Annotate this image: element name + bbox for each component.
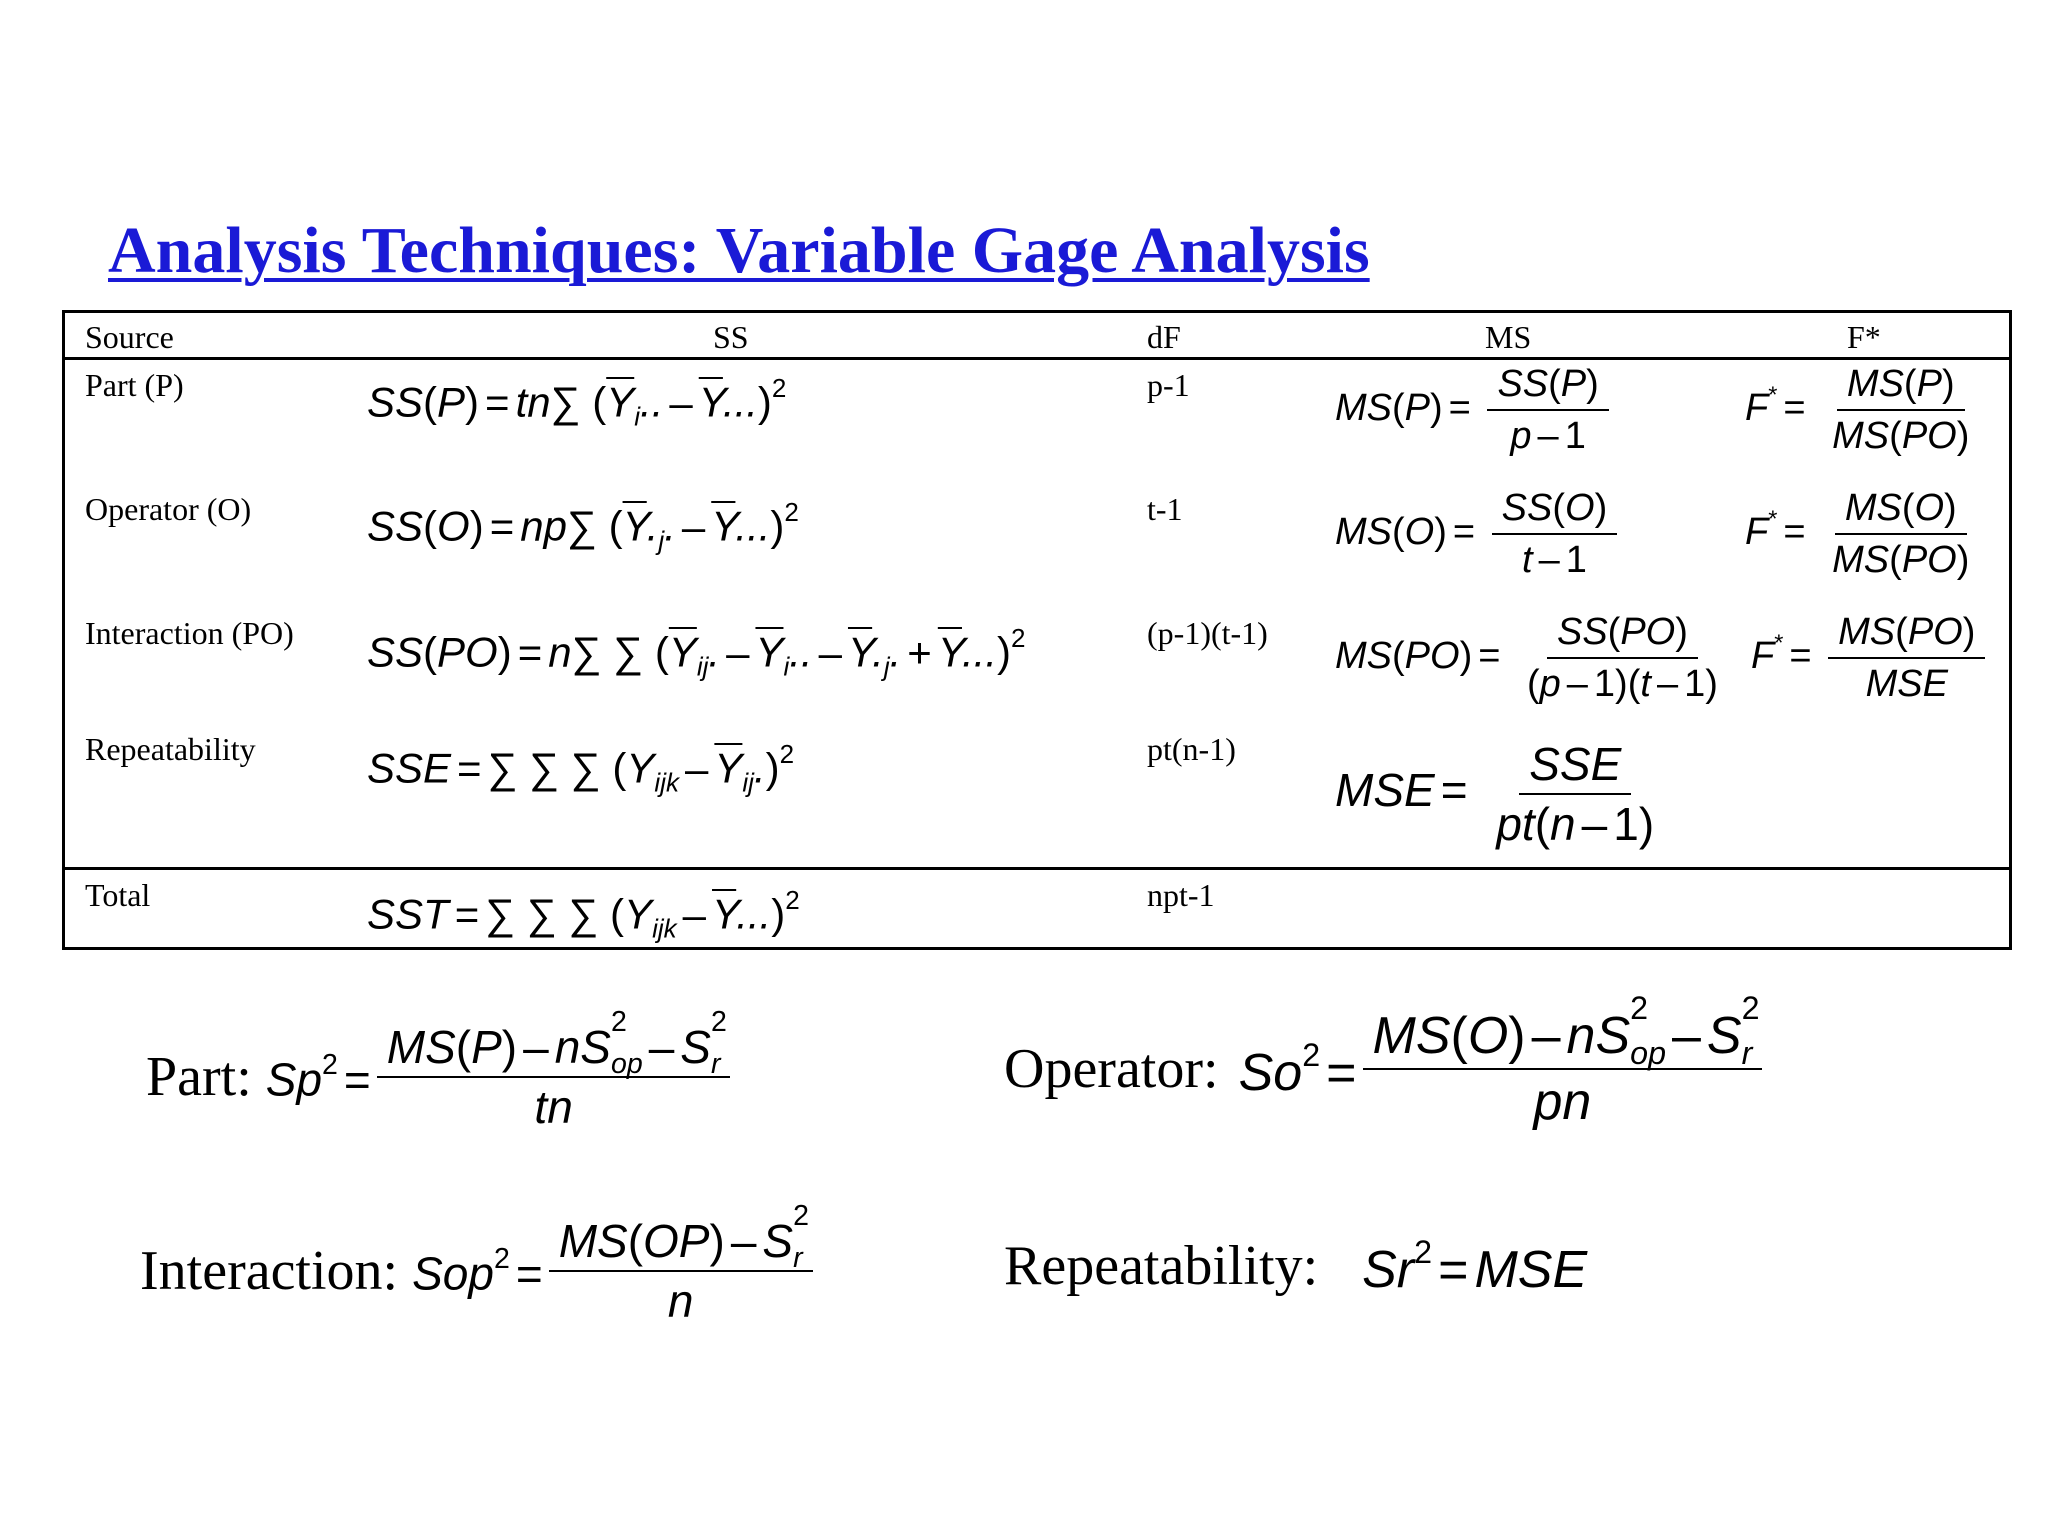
ss-repeatability-formula: SSE = ∑ ∑ ∑ $(Y_{ijk} - \overline{Y}_{ij}.)^2$ <box>367 739 795 798</box>
ms-operator-formula: MS(O) = $\frac{SS(O)}{t - 1}$ <box>1335 489 1617 579</box>
part-variance-equation: Part: $Sp^2$ = MS(P) – nS 2 $_{op}$ – S 2 $_r$ tn <box>146 1024 730 1130</box>
ss-operator-formula: SS(O) = np∑ ($\overline{Y}._j$. – $\overline{Y}...)^2$ <box>367 497 799 556</box>
ms-part-formula: MS(P) = $\frac{SS(P)}{p - 1}$ <box>1335 365 1609 455</box>
ms-interaction-formula: MS(PO) = $\frac{SS(PO)}{(p - 1)(t - 1)}$ <box>1335 611 1718 705</box>
interaction-variance-equation: Interaction: Sop$^2$ = MS(OP) – S 2 $_r$ n <box>140 1218 813 1324</box>
ms-repeatability-formula: MSE = $\frac{\text{SSE}}{pt(n - 1)}$ <box>1335 738 1655 850</box>
header-source: Source <box>85 319 174 355</box>
row-interaction-source: Interaction (PO) <box>85 615 294 651</box>
anova-table <box>62 310 2012 950</box>
operator-label: Operator: <box>1004 1038 1219 1100</box>
row-total-source: Total <box>85 877 151 913</box>
row-repeatability-df: pt(n-1) <box>1147 731 1236 767</box>
header-ss: SS <box>713 319 749 355</box>
f-part-formula: F* = $\frac{MS(P)}{MS(PO)}$ <box>1745 363 1970 457</box>
total-divider <box>65 867 2009 870</box>
f-interaction-formula: F* = $\frac{MS(PO)}{\text{MSE}}$ <box>1751 613 1985 703</box>
row-part-df: p-1 <box>1147 367 1190 403</box>
row-repeatability-source: Repeatability <box>85 731 256 767</box>
interaction-label: Interaction: <box>140 1240 399 1302</box>
repeatability-variance-equation: Repeatability: $Sr^2$ = MSE <box>1004 1234 1588 1300</box>
ss-part-formula: SS(P) = tn∑ ($\overline{Y}_i$.. – $\overline{Y}...)^2$ <box>367 373 787 432</box>
header-divider <box>65 357 2009 360</box>
row-interaction-df: (p-1)(t-1) <box>1147 615 1268 651</box>
row-part-source: Part (P) <box>85 367 184 403</box>
row-operator-source: Operator (O) <box>85 491 252 527</box>
row-operator-df: t-1 <box>1147 491 1183 527</box>
ss-total-formula: SST = ∑ ∑ ∑ $(Y_{ijk} - \overline{Y}...)^2$ <box>367 885 800 944</box>
ss-interaction-formula: SS(PO) = n∑ ∑ ($\overline{Y}_{ij}$. – $\overline{Y}_i$.. – $\overline{Y}._j$. + $\overline{Y}...)^2$ <box>367 623 1026 682</box>
part-label: Part: <box>146 1046 252 1108</box>
operator-variance-equation: Operator: $So^2$ = MS(O) – nS 2 $_{op}$ – S 2 $_r$ pn <box>1004 1010 1762 1128</box>
f-operator-formula: F* = $\frac{MS(O)}{MS(PO)}$ <box>1745 487 1970 581</box>
row-total-df: npt-1 <box>1147 877 1215 913</box>
repeatability-label: Repeatability: <box>1004 1235 1319 1298</box>
page-title: Analysis Techniques: Variable Gage Analysis <box>108 214 1370 287</box>
header-f: F* <box>1847 319 1881 355</box>
header-df: dF <box>1147 319 1181 355</box>
header-ms: MS <box>1485 319 1532 355</box>
